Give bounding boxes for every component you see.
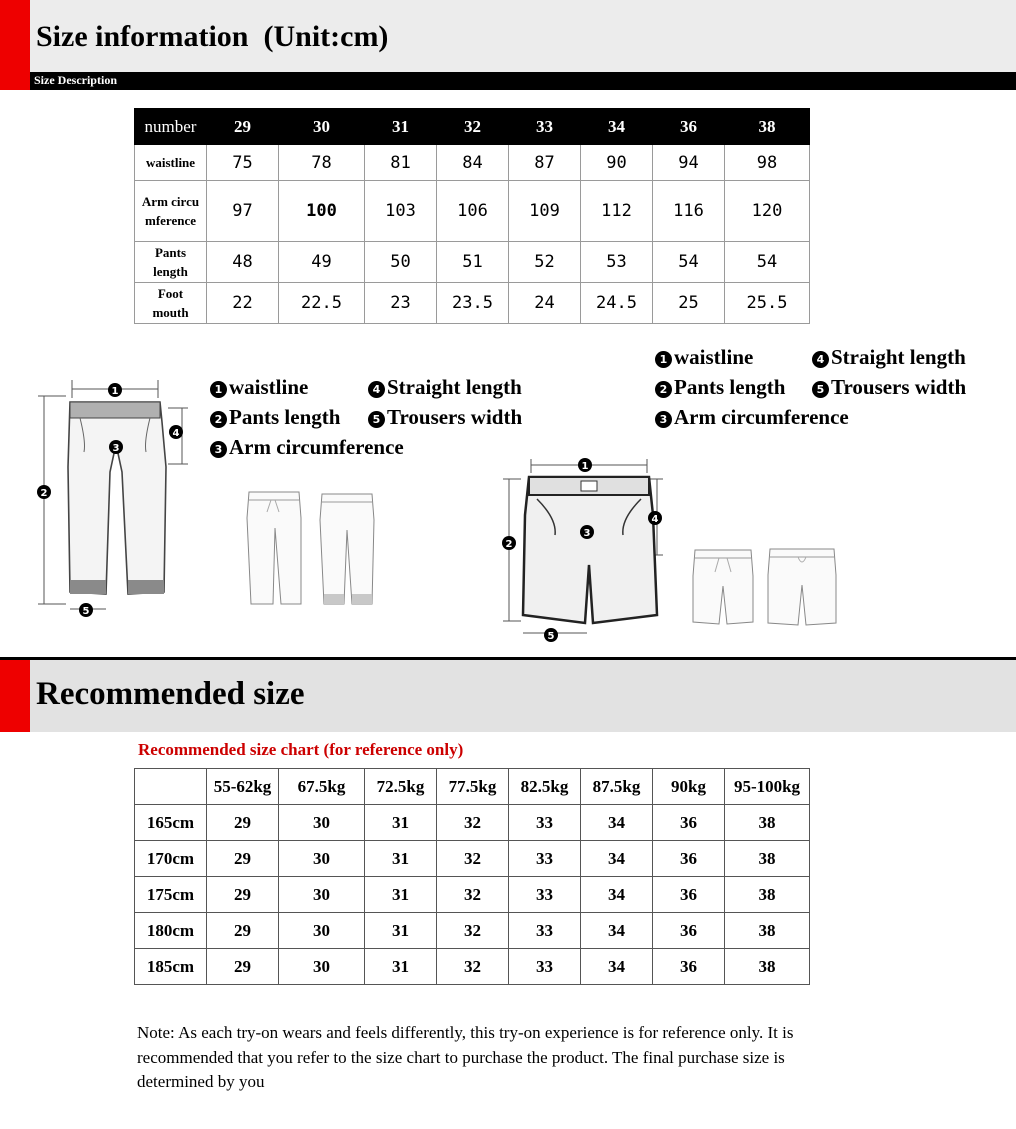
svg-text:1: 1 (581, 461, 589, 472)
table-cell: 29 (207, 913, 279, 949)
legend-item: 3 Arm circumference (655, 402, 849, 432)
legend-item: 5 Trousers width (812, 372, 966, 402)
header-cell: 31 (365, 109, 437, 145)
size-description-bar (30, 72, 1016, 90)
pants-back-thumbnail (316, 490, 378, 608)
header-cell: 38 (725, 109, 810, 145)
number-4-icon: 4 (368, 381, 385, 398)
table-row (135, 877, 810, 913)
table-row (135, 805, 810, 841)
table-row (135, 242, 810, 283)
header-cell: 90kg (653, 769, 725, 805)
row-label: Arm circumference (135, 181, 207, 242)
table-cell: 49 (279, 242, 365, 283)
row-label: 185cm (135, 949, 207, 985)
legend-item: 1 waistline (210, 372, 308, 402)
table-cell: 32 (437, 913, 509, 949)
header-cell: 34 (581, 109, 653, 145)
legend-item: 4 Straight length (812, 342, 966, 372)
table-cell: 97 (207, 181, 279, 242)
table-cell: 33 (509, 805, 581, 841)
table-cell: 38 (725, 913, 810, 949)
table-cell: 33 (509, 841, 581, 877)
svg-text:2: 2 (40, 488, 48, 499)
table-cell: 33 (509, 877, 581, 913)
svg-text:3: 3 (112, 443, 120, 454)
table-cell: 34 (581, 877, 653, 913)
table-cell: 29 (207, 841, 279, 877)
number-4-icon: 4 (812, 351, 829, 368)
table-row (135, 145, 810, 181)
svg-text:5: 5 (82, 606, 90, 617)
number-1-icon: 1 (655, 351, 672, 368)
header-cell: 30 (279, 109, 365, 145)
table-cell: 98 (725, 145, 810, 181)
header-cell: number (135, 109, 207, 145)
table-cell: 25 (653, 283, 725, 324)
table-cell: 52 (509, 242, 581, 283)
legend-item: 2 Pants length (210, 402, 340, 432)
table-cell: 31 (365, 877, 437, 913)
pants-measurement-diagram (30, 372, 200, 618)
table-cell: 30 (279, 913, 365, 949)
table-cell: 53 (581, 242, 653, 283)
accent-bar (0, 660, 30, 732)
table-cell: 25.5 (725, 283, 810, 324)
table-row (135, 181, 810, 242)
row-label: Pants length (135, 242, 207, 283)
pants-front-thumbnail (243, 488, 305, 608)
accent-bar (0, 0, 30, 90)
table-cell: 22 (207, 283, 279, 324)
table-cell: 36 (653, 877, 725, 913)
size-table (134, 108, 810, 324)
svg-text:2: 2 (505, 539, 513, 550)
svg-text:5: 5 (547, 631, 555, 642)
table-cell: 112 (581, 181, 653, 242)
table-cell: 116 (653, 181, 725, 242)
table-cell: 36 (653, 805, 725, 841)
table-cell: 29 (207, 877, 279, 913)
row-label: 180cm (135, 913, 207, 949)
header-cell: 33 (509, 109, 581, 145)
table-cell: 23 (365, 283, 437, 324)
table-cell: 24 (509, 283, 581, 324)
table-cell: 109 (509, 181, 581, 242)
shorts-front-thumbnail (689, 546, 757, 626)
table-cell: 30 (279, 949, 365, 985)
rec-table-header (135, 769, 810, 805)
table-cell: 87 (509, 145, 581, 181)
table-cell: 84 (437, 145, 509, 181)
table-row (135, 913, 810, 949)
reference-note: Note: As each try-on wears and feels differently, this try-on experience is for reference only. It is recommended that you refer to the size chart to purchase the product. The final purchase size is determined by you (137, 1023, 794, 1091)
row-label: 175cm (135, 877, 207, 913)
shorts-back-thumbnail (764, 545, 840, 627)
table-cell: 38 (725, 841, 810, 877)
table-cell: 33 (509, 949, 581, 985)
table-cell: 29 (207, 805, 279, 841)
table-cell: 94 (653, 145, 725, 181)
row-label: waistline (135, 145, 207, 181)
table-cell: 22.5 (279, 283, 365, 324)
legend-item: 4 Straight length (368, 372, 522, 402)
legend-item: 1 waistline (655, 342, 753, 372)
table-cell: 120 (725, 181, 810, 242)
svg-text:4: 4 (172, 428, 180, 439)
table-cell: 36 (653, 841, 725, 877)
recommended-size-title: Recommended size (36, 676, 305, 712)
table-cell: 34 (581, 805, 653, 841)
legend-item: 5 Trousers width (368, 402, 522, 432)
table-cell: 34 (581, 949, 653, 985)
table-cell: 38 (725, 949, 810, 985)
size-description-label: Size Description (34, 73, 117, 87)
table-cell: 36 (653, 949, 725, 985)
table-cell: 51 (437, 242, 509, 283)
table-row (135, 841, 810, 877)
recommended-size-table (134, 768, 810, 985)
size-table-header (135, 109, 810, 145)
number-2-icon: 2 (655, 381, 672, 398)
table-cell: 31 (365, 841, 437, 877)
size-info-header (0, 0, 1016, 90)
number-3-icon: 3 (655, 411, 672, 428)
pants-legend (210, 372, 550, 464)
header-cell: 95-100kg (725, 769, 810, 805)
number-2-icon: 2 (210, 411, 227, 428)
table-row (135, 949, 810, 985)
table-cell: 30 (279, 805, 365, 841)
table-cell: 30 (279, 841, 365, 877)
header-cell: 55-62kg (207, 769, 279, 805)
table-cell: 81 (365, 145, 437, 181)
table-cell: 24.5 (581, 283, 653, 324)
row-label: 170cm (135, 841, 207, 877)
recommended-size-header (0, 660, 1016, 732)
table-cell: 106 (437, 181, 509, 242)
table-cell: 33 (509, 913, 581, 949)
table-cell: 54 (725, 242, 810, 283)
header-cell: 32 (437, 109, 509, 145)
table-cell: 103 (365, 181, 437, 242)
number-1-icon: 1 (210, 381, 227, 398)
table-cell: 38 (725, 877, 810, 913)
header-cell: 36 (653, 109, 725, 145)
table-cell: 34 (581, 913, 653, 949)
number-5-icon: 5 (368, 411, 385, 428)
svg-text:1: 1 (111, 386, 119, 397)
table-cell: 29 (207, 949, 279, 985)
table-cell: 31 (365, 913, 437, 949)
table-cell: 75 (207, 145, 279, 181)
table-cell: 31 (365, 805, 437, 841)
shorts-legend (655, 342, 1000, 434)
shorts-measurement-diagram (497, 455, 667, 645)
table-cell: 36 (653, 913, 725, 949)
table-cell: 100 (279, 181, 365, 242)
table-cell: 50 (365, 242, 437, 283)
header-cell (135, 769, 207, 805)
table-cell: 32 (437, 877, 509, 913)
recommended-size-caption: Recommended size chart (for reference only) (138, 740, 464, 759)
svg-text:3: 3 (583, 528, 591, 539)
table-cell: 38 (725, 805, 810, 841)
header-cell: 87.5kg (581, 769, 653, 805)
table-cell: 90 (581, 145, 653, 181)
row-label: 165cm (135, 805, 207, 841)
header-cell: 77.5kg (437, 769, 509, 805)
legend-item: 2 Pants length (655, 372, 785, 402)
table-cell: 54 (653, 242, 725, 283)
table-cell: 32 (437, 841, 509, 877)
row-label: Foot mouth (135, 283, 207, 324)
number-3-icon: 3 (210, 441, 227, 458)
number-5-icon: 5 (812, 381, 829, 398)
header-cell: 29 (207, 109, 279, 145)
header-cell: 67.5kg (279, 769, 365, 805)
table-cell: 32 (437, 949, 509, 985)
table-cell: 48 (207, 242, 279, 283)
table-cell: 23.5 (437, 283, 509, 324)
header-cell: 82.5kg (509, 769, 581, 805)
table-cell: 32 (437, 805, 509, 841)
size-info-title: Size information (Unit:cm) (36, 20, 389, 53)
legend-item: 3 Arm circumference (210, 432, 404, 462)
header-cell: 72.5kg (365, 769, 437, 805)
table-cell: 31 (365, 949, 437, 985)
table-cell: 30 (279, 877, 365, 913)
table-row (135, 283, 810, 324)
table-cell: 34 (581, 841, 653, 877)
table-cell: 78 (279, 145, 365, 181)
svg-text:4: 4 (651, 514, 659, 525)
